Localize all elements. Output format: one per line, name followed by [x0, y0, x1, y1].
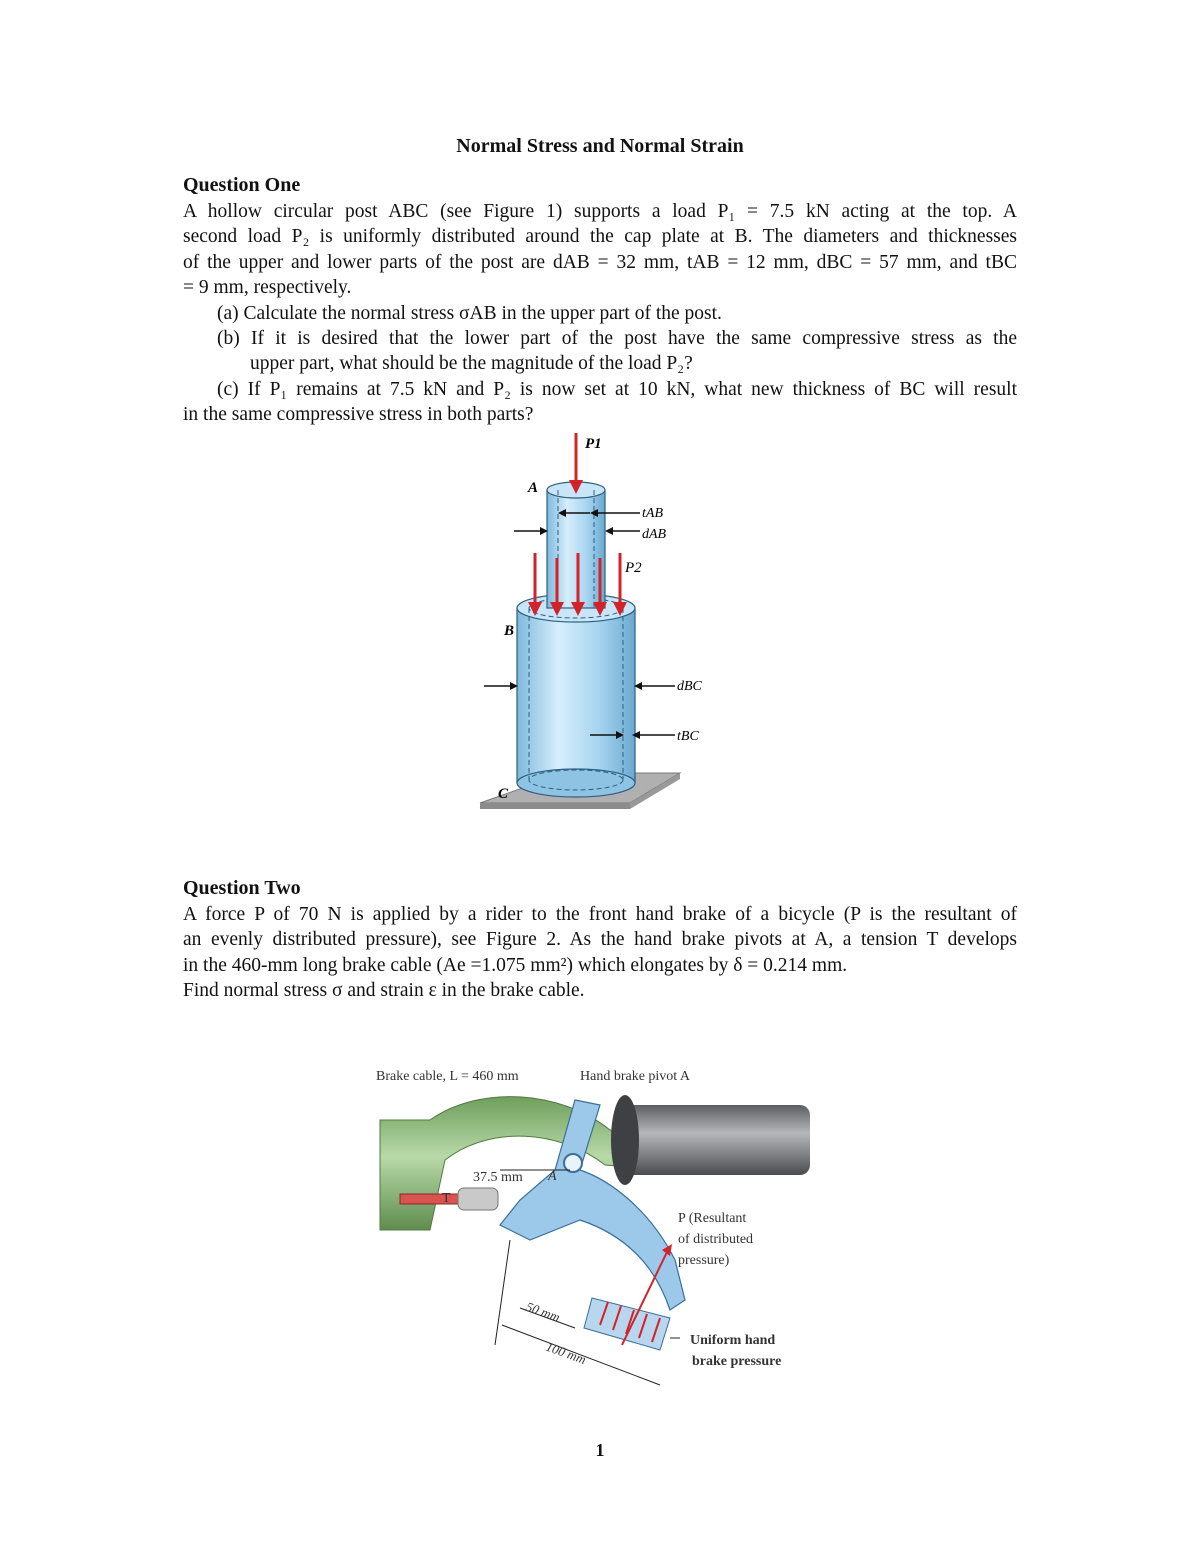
q1-part-c-line-1: (c) If P₁ remains at 7.5 kN and P₂ is now set at 10 kN, what new thickness of BC will result [217, 378, 1017, 400]
q1-part-b-line-2: upper part, what should be the magnitude of the load P₂? [250, 353, 693, 375]
brake-cable [400, 1194, 460, 1204]
q2-line-1: A force P of 70 N is applied by a rider to the front hand brake of a bicycle (P is the resultant of [183, 904, 1017, 925]
question-one-heading: Question One [183, 174, 301, 196]
page-number: 1 [595, 1440, 605, 1460]
label-cable: Brake cable, L = 460 mm [376, 1069, 519, 1084]
q1-part-c-line-2: in the same compressive stress in both parts? [183, 404, 534, 426]
label-P-resultant: P (Resultant [678, 1211, 747, 1226]
label-100mm: 100 mm [543, 1338, 589, 1368]
label-dAB: dAB [642, 527, 667, 542]
question-two-body [183, 902, 1017, 1004]
q1-line-4: = 9 mm, respectively. [183, 277, 352, 299]
label-pivot: Hand brake pivot A [580, 1069, 691, 1084]
q2-line-2: an evenly distributed pressure), see Figure 2. As the hand brake pivots at A, a tension T develops [183, 929, 1017, 951]
q1-part-a: (a) Calculate the normal stress σAB in the upper part of the post. [217, 302, 722, 324]
q1-part-b-line-1: (b) If it is desired that the lower part of the post have the same compressive stress as the [217, 328, 1017, 350]
q1-line-2: second load P₂ is uniformly distributed around the cap plate at B. The diameters and thicknesses [183, 226, 1017, 248]
label-tAB: tAB [642, 506, 663, 521]
label-brake-pressure: brake pressure [692, 1354, 782, 1369]
label-P-distributed: of distributed [678, 1232, 754, 1247]
page-title: Normal Stress and Normal Strain [456, 135, 744, 157]
pressure-block [584, 1298, 670, 1350]
q2-line-4: Find normal stress σ and strain ε in the brake cable. [183, 980, 585, 1002]
label-A: A [528, 480, 539, 496]
label-uniform-hand: Uniform hand [690, 1333, 776, 1348]
question-one-body [183, 199, 1017, 428]
label-P1: P1 [585, 436, 602, 452]
label-P2: P2 [625, 560, 642, 576]
label-tBC: tBC [677, 729, 699, 744]
lower-cylinder [517, 608, 635, 783]
q1-line-3: of the upper and lower parts of the post are dAB = 32 mm, tAB = 12 mm, dBC = 57 mm, and tBC [183, 251, 1017, 273]
label-pivot-A: A [548, 1169, 557, 1184]
label-50mm: 50 mm [523, 1298, 563, 1325]
label-37-5mm: 37.5 mm [473, 1170, 523, 1185]
grip [625, 1105, 810, 1175]
label-T: T [442, 1191, 451, 1206]
q1-line-1: A hollow circular post ABC (see Figure 1) supports a load P₁ = 7.5 kN acting at the top. A [183, 201, 1017, 222]
figure-1-hollow-post [470, 428, 740, 823]
label-C: C [498, 786, 509, 802]
question-two-heading: Question Two [183, 877, 301, 899]
label-dBC: dBC [677, 679, 702, 694]
q2-line-3: in the 460-mm long brake cable (Ae =1.075 mm²) which elongates by δ = 0.214 mm. [183, 954, 848, 976]
label-P-pressure: pressure) [678, 1253, 730, 1268]
figure-2-bicycle-brake [370, 1060, 820, 1395]
label-B: B [504, 623, 515, 639]
